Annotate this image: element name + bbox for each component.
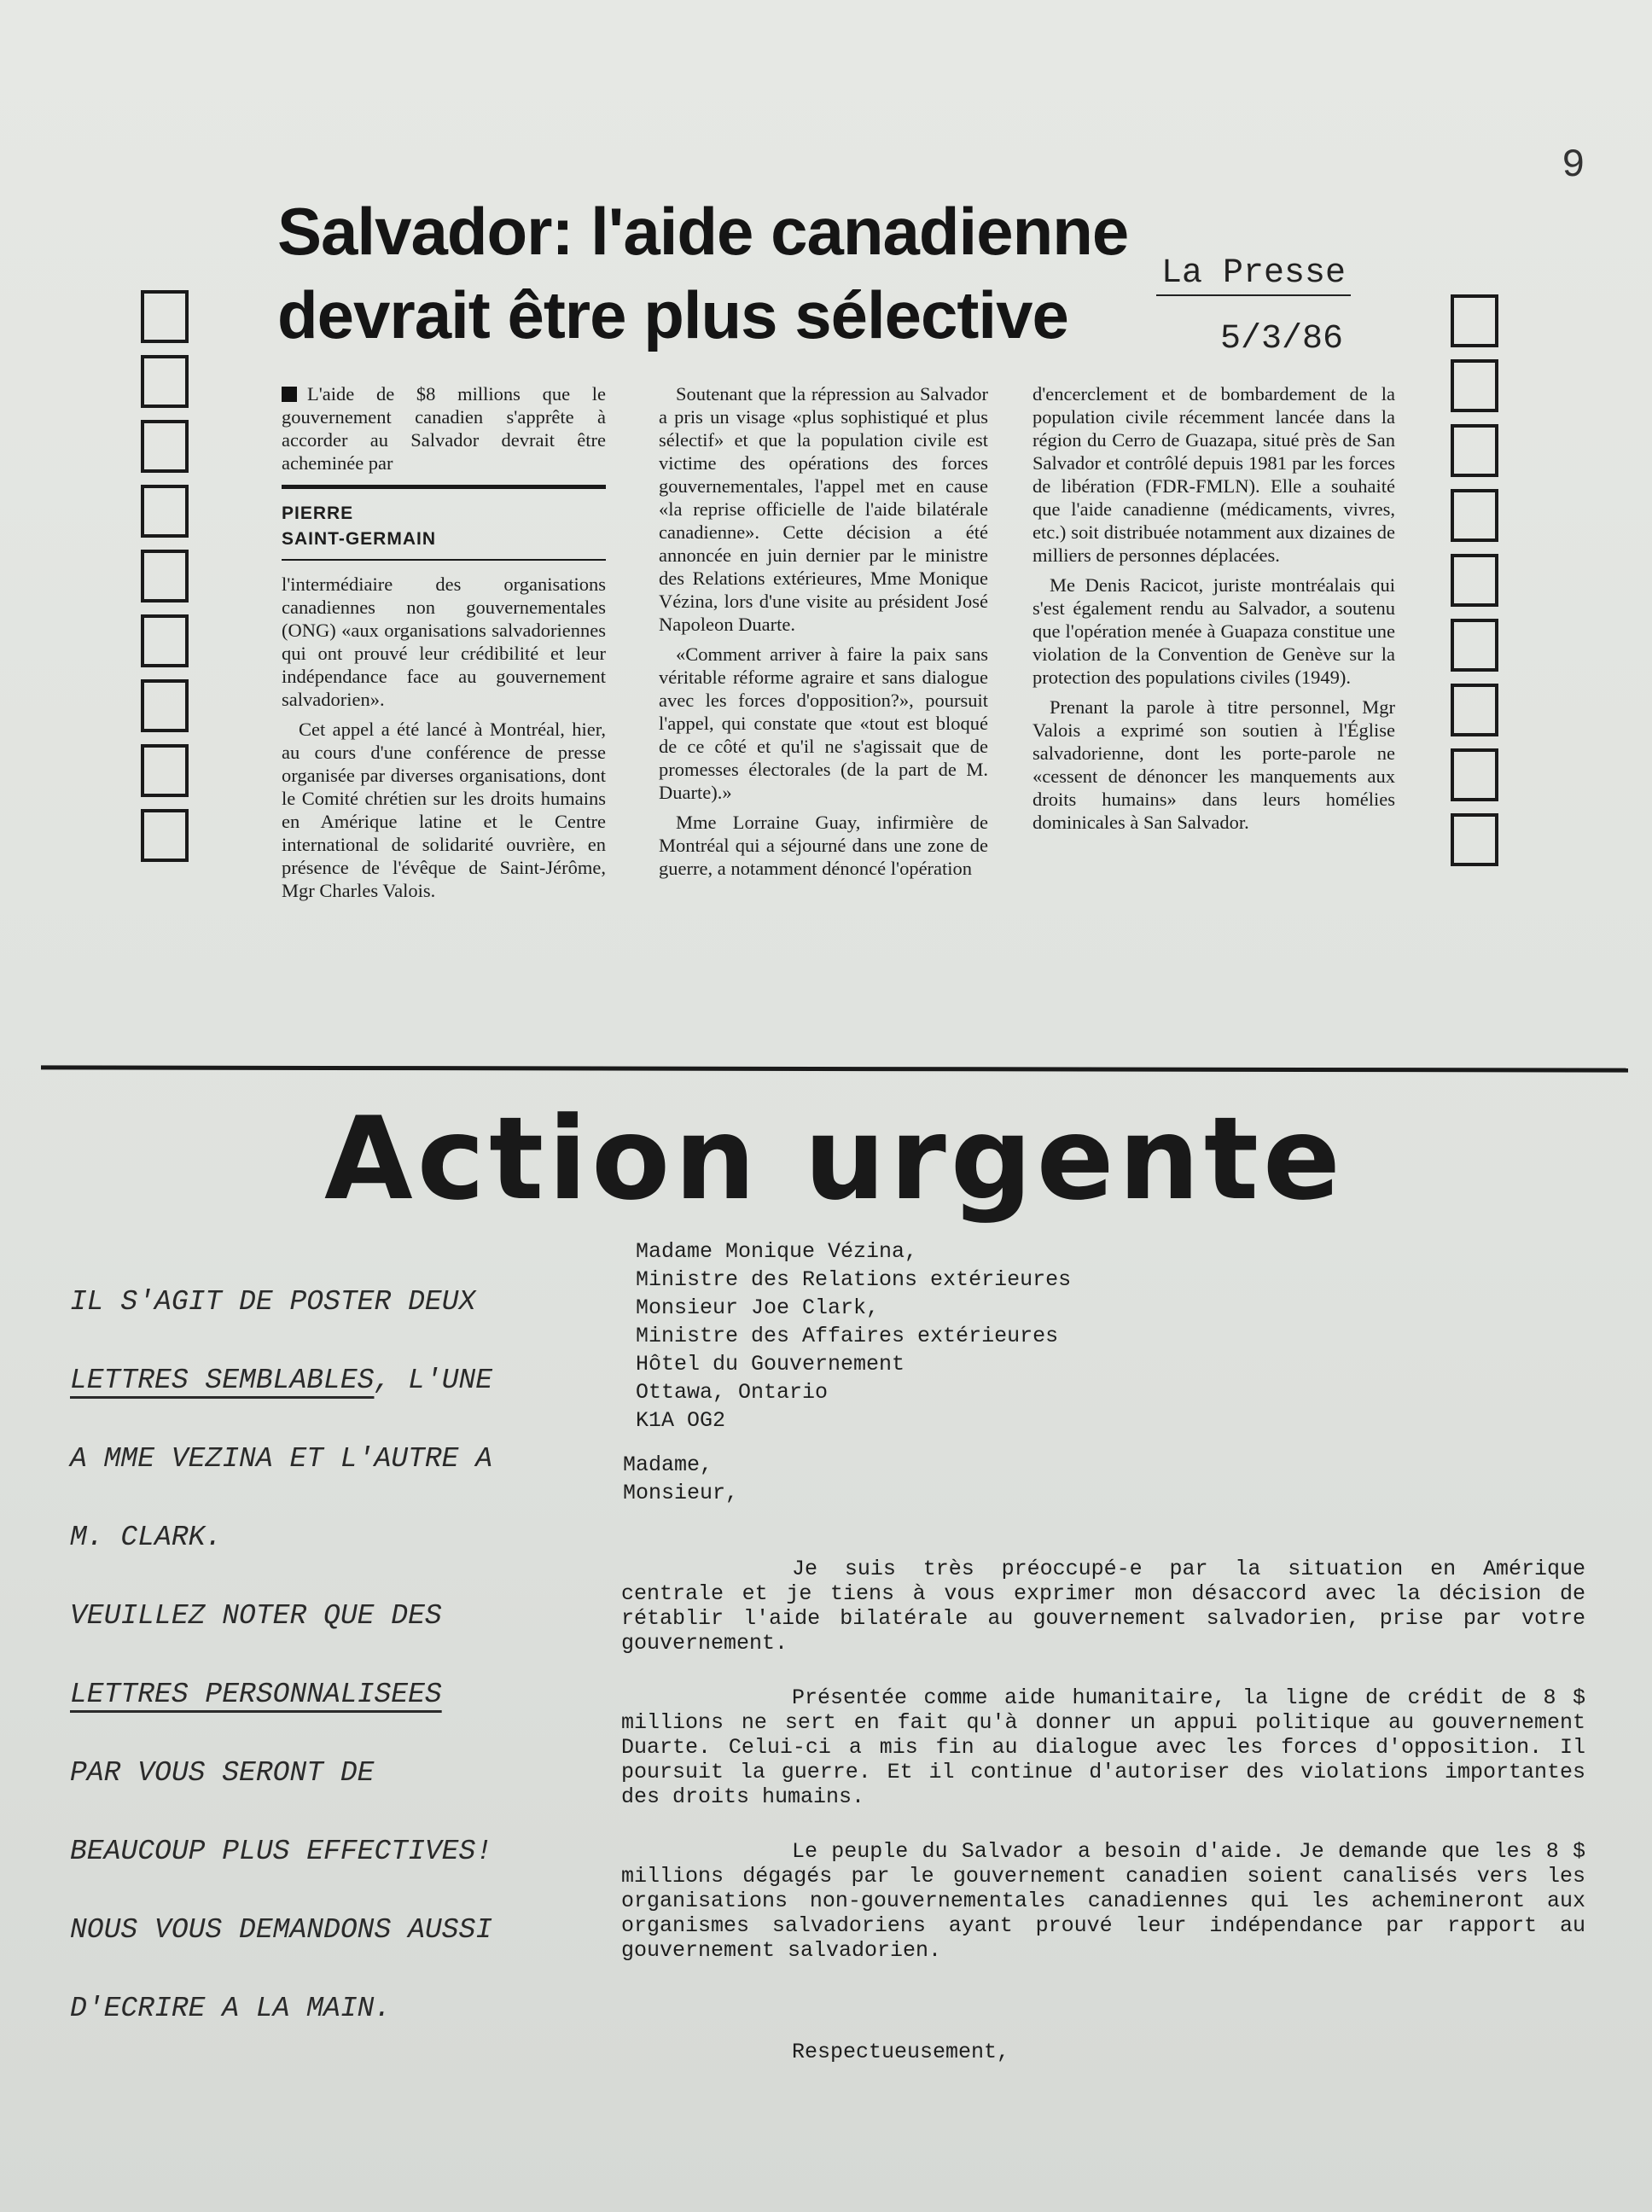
article-column-1 bbox=[282, 382, 606, 909]
checkbox[interactable] bbox=[1451, 359, 1498, 412]
checkbox[interactable] bbox=[141, 679, 189, 732]
action-title: Action urgente bbox=[324, 1092, 1345, 1225]
article-paragraph: «Comment arriver à faire la paix sans véritable réforme agraire et sans dialogue avec les forces d'opposition?», poursuit l'appel, qui constate que «tout est bloqué de ce côté et qu'il ne s'agissait que de promesses électorales (de la part de M. Duarte).» bbox=[659, 643, 988, 803]
checkbox[interactable] bbox=[1451, 294, 1498, 347]
checkbox[interactable] bbox=[141, 290, 189, 343]
checkbox[interactable] bbox=[141, 550, 189, 602]
instruction-line: M. CLARK. bbox=[70, 1522, 223, 1553]
checkbox[interactable] bbox=[141, 614, 189, 667]
article-column-2 bbox=[659, 382, 988, 887]
letter-paragraph: Je suis très préoccupé-e par la situation en Amérique centrale et je tiens à vous exprimer mon désaccord avec la décision de rétablir l'aide bilatérale au gouvernement salvadorien, prise par votre gouvernement. bbox=[621, 1557, 1585, 1656]
clipping-headline bbox=[277, 189, 1128, 357]
section-divider bbox=[41, 1065, 1628, 1072]
instruction-line: IL S'AGIT DE POSTER DEUX bbox=[70, 1286, 476, 1318]
source-name: La Presse bbox=[1156, 254, 1351, 296]
checkbox[interactable] bbox=[141, 485, 189, 538]
article-paragraph: Prenant la parole à titre personnel, Mgr Valois a exprimé son soutien à l'Église salvadorienne, dont les porte-parole ne «cessent de dénoncer les manquements aux droits humains» dans leurs homélies dominicales à San Salvador. bbox=[1032, 696, 1395, 833]
article-paragraph: Me Denis Racicot, juriste montréalais qui s'est également rendu au Salvador, a soutenu que l'opération menée à Guapaza constitue une violation de la Convention de Genève sur la protection des populations civiles (1949). bbox=[1032, 574, 1395, 688]
square-bullet-icon bbox=[282, 387, 297, 402]
instruction-line: A MME VEZINA ET L'AUTRE A bbox=[70, 1443, 493, 1475]
newspaper-clipping bbox=[141, 171, 1523, 1050]
article-paragraph: Cet appel a été lancé à Montréal, hier, au cours d'une conférence de presse organisée par diverses organisations, dont le Comité chrétien sur les droits humains en Amérique latine et le Centre international de solidarité ouvrière, en présence de l'évêque de Saint-Jérôme, Mgr Charles Valois. bbox=[282, 719, 606, 901]
checkbox[interactable] bbox=[1451, 813, 1498, 866]
letter-body bbox=[621, 1557, 1585, 1993]
instruction-line: BEAUCOUP PLUS EFFECTIVES! bbox=[70, 1836, 493, 1867]
right-checkbox-column bbox=[1451, 294, 1498, 866]
checkbox[interactable] bbox=[1451, 424, 1498, 477]
left-checkbox-column bbox=[141, 290, 189, 862]
instruction-line: LETTRES PERSONNALISEES bbox=[70, 1679, 442, 1710]
article-paragraph: Mme Lorraine Guay, infirmière de Montréal qui a séjourné dans une zone de guerre, a notamment dénoncé l'opération bbox=[659, 812, 988, 879]
instructions-block bbox=[70, 1263, 599, 2048]
checkbox[interactable] bbox=[1451, 554, 1498, 607]
instruction-line: D'ECRIRE A LA MAIN. bbox=[70, 1993, 392, 2024]
checkbox[interactable] bbox=[1451, 619, 1498, 672]
instruction-line: PAR VOUS SERONT DE bbox=[70, 1757, 375, 1789]
article-paragraph: l'intermédiaire des organisations canadiennes non gouvernementales (ONG) «aux organisations salvadoriennes qui ont prouvé leur crédibilité et leur indépendance face au gouvernement salvadorien». bbox=[282, 573, 606, 710]
checkbox[interactable] bbox=[141, 809, 189, 862]
article-lead: L'aide de $8 millions que le gouvernement canadien s'apprête à accorder au Salvador devrait être acheminée par bbox=[282, 383, 606, 474]
instruction-line: LETTRES SEMBLABLES, L'UNE bbox=[70, 1365, 493, 1396]
letter-salutation: Madame, Monsieur, bbox=[623, 1452, 739, 1505]
checkbox[interactable] bbox=[1451, 684, 1498, 736]
byline: PIERRE SAINT-GERMAIN bbox=[282, 485, 606, 561]
article-paragraph: Soutenant que la répression au Salvador a pris un visage «plus sophistiqué et plus sélectif» et que la population civile est victime des opérations des forces gouvernementales, l'appel met en cause «la reprise officielle de l'aide bilatérale canadienne». Cette décision a été annoncée en juin dernier par le ministre des Relations extérieures, Mme Monique Vézina, lors d'une visite au président José Napoleon Duarte. bbox=[659, 383, 988, 635]
letter-paragraph: Le peuple du Salvador a besoin d'aide. Je demande que les 8 $ millions dégagés par le gouvernement canadien soient canalisés vers les organisations non-gouvernementales canadiennes qui les achemineront aux organismes salvadoriens ayant prouvé leur indépendance par rapport au gouvernement salvadorien. bbox=[621, 1839, 1585, 1963]
recipient-address: Madame Monique Vézina, Ministre des Relations extérieures Monsieur Joe Clark, Ministre des Affaires extérieures Hôtel du Gouvernement Ottawa, Ontario K1A OG2 bbox=[636, 1239, 1072, 1433]
checkbox[interactable] bbox=[141, 420, 189, 473]
letter-paragraph: Présentée comme aide humanitaire, la ligne de crédit de 8 $ millions ne sert en fait qu'à donner un appui politique au gouvernement Duarte. Celui-ci a mis fin au dialogue avec les forces d'opposition. Il poursuit la guerre. Et il continue d'autoriser des violations importantes des droits humains. bbox=[621, 1685, 1585, 1809]
page-number: 9 bbox=[1562, 143, 1585, 188]
headline-line-2: devrait être plus sélective bbox=[277, 277, 1068, 352]
headline-line-1: Salvador: l'aide canadienne bbox=[277, 194, 1129, 269]
letter-closing: Respectueusement, bbox=[792, 2040, 1010, 2064]
source-date: 5/3/86 bbox=[1220, 320, 1344, 358]
checkbox[interactable] bbox=[1451, 748, 1498, 801]
instruction-line: VEUILLEZ NOTER QUE DES bbox=[70, 1600, 442, 1632]
article-paragraph: d'encerclement et de bombardement de la population civile récemment lancée dans la région du Cerro de Guazapa, situé près de San Salvador et contrôlé depuis 1981 par les forces de libération (FDR-FMLN). Elle a souhaité que l'aide canadienne (médicaments, vivres, etc.) soit distribuée notamment aux dizaines de milliers de personnes déplacées. bbox=[1032, 383, 1395, 566]
article-column-3 bbox=[1032, 382, 1395, 841]
checkbox[interactable] bbox=[141, 355, 189, 408]
checkbox[interactable] bbox=[141, 744, 189, 797]
checkbox[interactable] bbox=[1451, 489, 1498, 542]
instruction-line: NOUS VOUS DEMANDONS AUSSI bbox=[70, 1914, 493, 1946]
